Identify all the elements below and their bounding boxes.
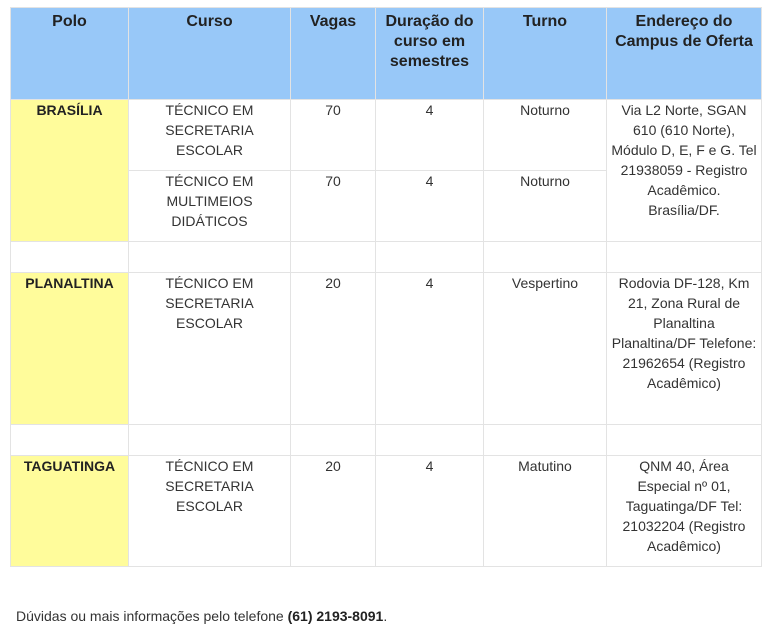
endereco-taguatinga: QNM 40, Área Especial nº 01, Taguatinga/DF Tel: 21032204 (Registro Acadêmico): [607, 456, 762, 567]
header-duracao: Duração do curso em semestres: [376, 8, 484, 100]
duracao-cell: 4: [376, 171, 484, 242]
curso-cell: TÉCNICO EM MULTIMEIOS DIDÁTICOS: [129, 171, 291, 242]
empty-cell: [129, 425, 291, 456]
header-vagas: Vagas: [291, 8, 376, 100]
contact-text: Dúvidas ou mais informações pelo telefone: [16, 608, 284, 624]
contact-phone: (61) 2193-8091: [287, 608, 384, 624]
vagas-cell: 70: [291, 171, 376, 242]
polo-brasilia: BRASÍLIA: [11, 100, 129, 242]
duracao-cell: 4: [376, 456, 484, 567]
spacer-row: [11, 242, 762, 273]
turno-cell: Noturno: [484, 100, 607, 171]
empty-cell: [484, 242, 607, 273]
turno-cell: Vespertino: [484, 273, 607, 425]
table-row: [11, 456, 762, 567]
curso-cell: TÉCNICO EM SECRETARIA ESCOLAR: [129, 100, 291, 171]
header-row: [11, 8, 762, 100]
header-endereco: Endereço do Campus de Oferta: [607, 8, 762, 100]
empty-cell: [376, 425, 484, 456]
empty-cell: [607, 425, 762, 456]
polo-planaltina: PLANALTINA: [11, 273, 129, 425]
empty-cell: [291, 242, 376, 273]
table-row: [11, 273, 762, 425]
curso-cell: TÉCNICO EM SECRETARIA ESCOLAR: [129, 273, 291, 425]
duracao-cell: 4: [376, 273, 484, 425]
header-polo: Polo: [11, 8, 129, 100]
table-row: [11, 100, 762, 171]
turno-cell: Noturno: [484, 171, 607, 242]
empty-cell: [607, 242, 762, 273]
polo-taguatinga: TAGUATINGA: [11, 456, 129, 567]
turno-cell: Matutino: [484, 456, 607, 567]
courses-table: [10, 7, 762, 567]
contact-suffix: .: [383, 608, 388, 624]
header-turno: Turno: [484, 8, 607, 100]
spacer-row: [11, 425, 762, 456]
vagas-cell: 20: [291, 273, 376, 425]
vagas-cell: 70: [291, 100, 376, 171]
empty-cell: [484, 425, 607, 456]
endereco-planaltina: Rodovia DF-128, Km 21, Zona Rural de Planaltina Planaltina/DF Telefone: 21962654 (Registro Acadêmico): [607, 273, 762, 425]
header-curso: Curso: [129, 8, 291, 100]
endereco-brasilia: Via L2 Norte, SGAN 610 (610 Norte), Módulo D, E, F e G. Tel 21938059 - Registro Acadêmico. Brasília/DF.: [607, 100, 762, 242]
empty-cell: [11, 425, 129, 456]
empty-cell: [11, 242, 129, 273]
vagas-cell: 20: [291, 456, 376, 567]
contact-note: [16, 606, 387, 626]
curso-cell: TÉCNICO EM SECRETARIA ESCOLAR: [129, 456, 291, 567]
duracao-cell: 4: [376, 100, 484, 171]
empty-cell: [376, 242, 484, 273]
empty-cell: [129, 242, 291, 273]
empty-cell: [291, 425, 376, 456]
